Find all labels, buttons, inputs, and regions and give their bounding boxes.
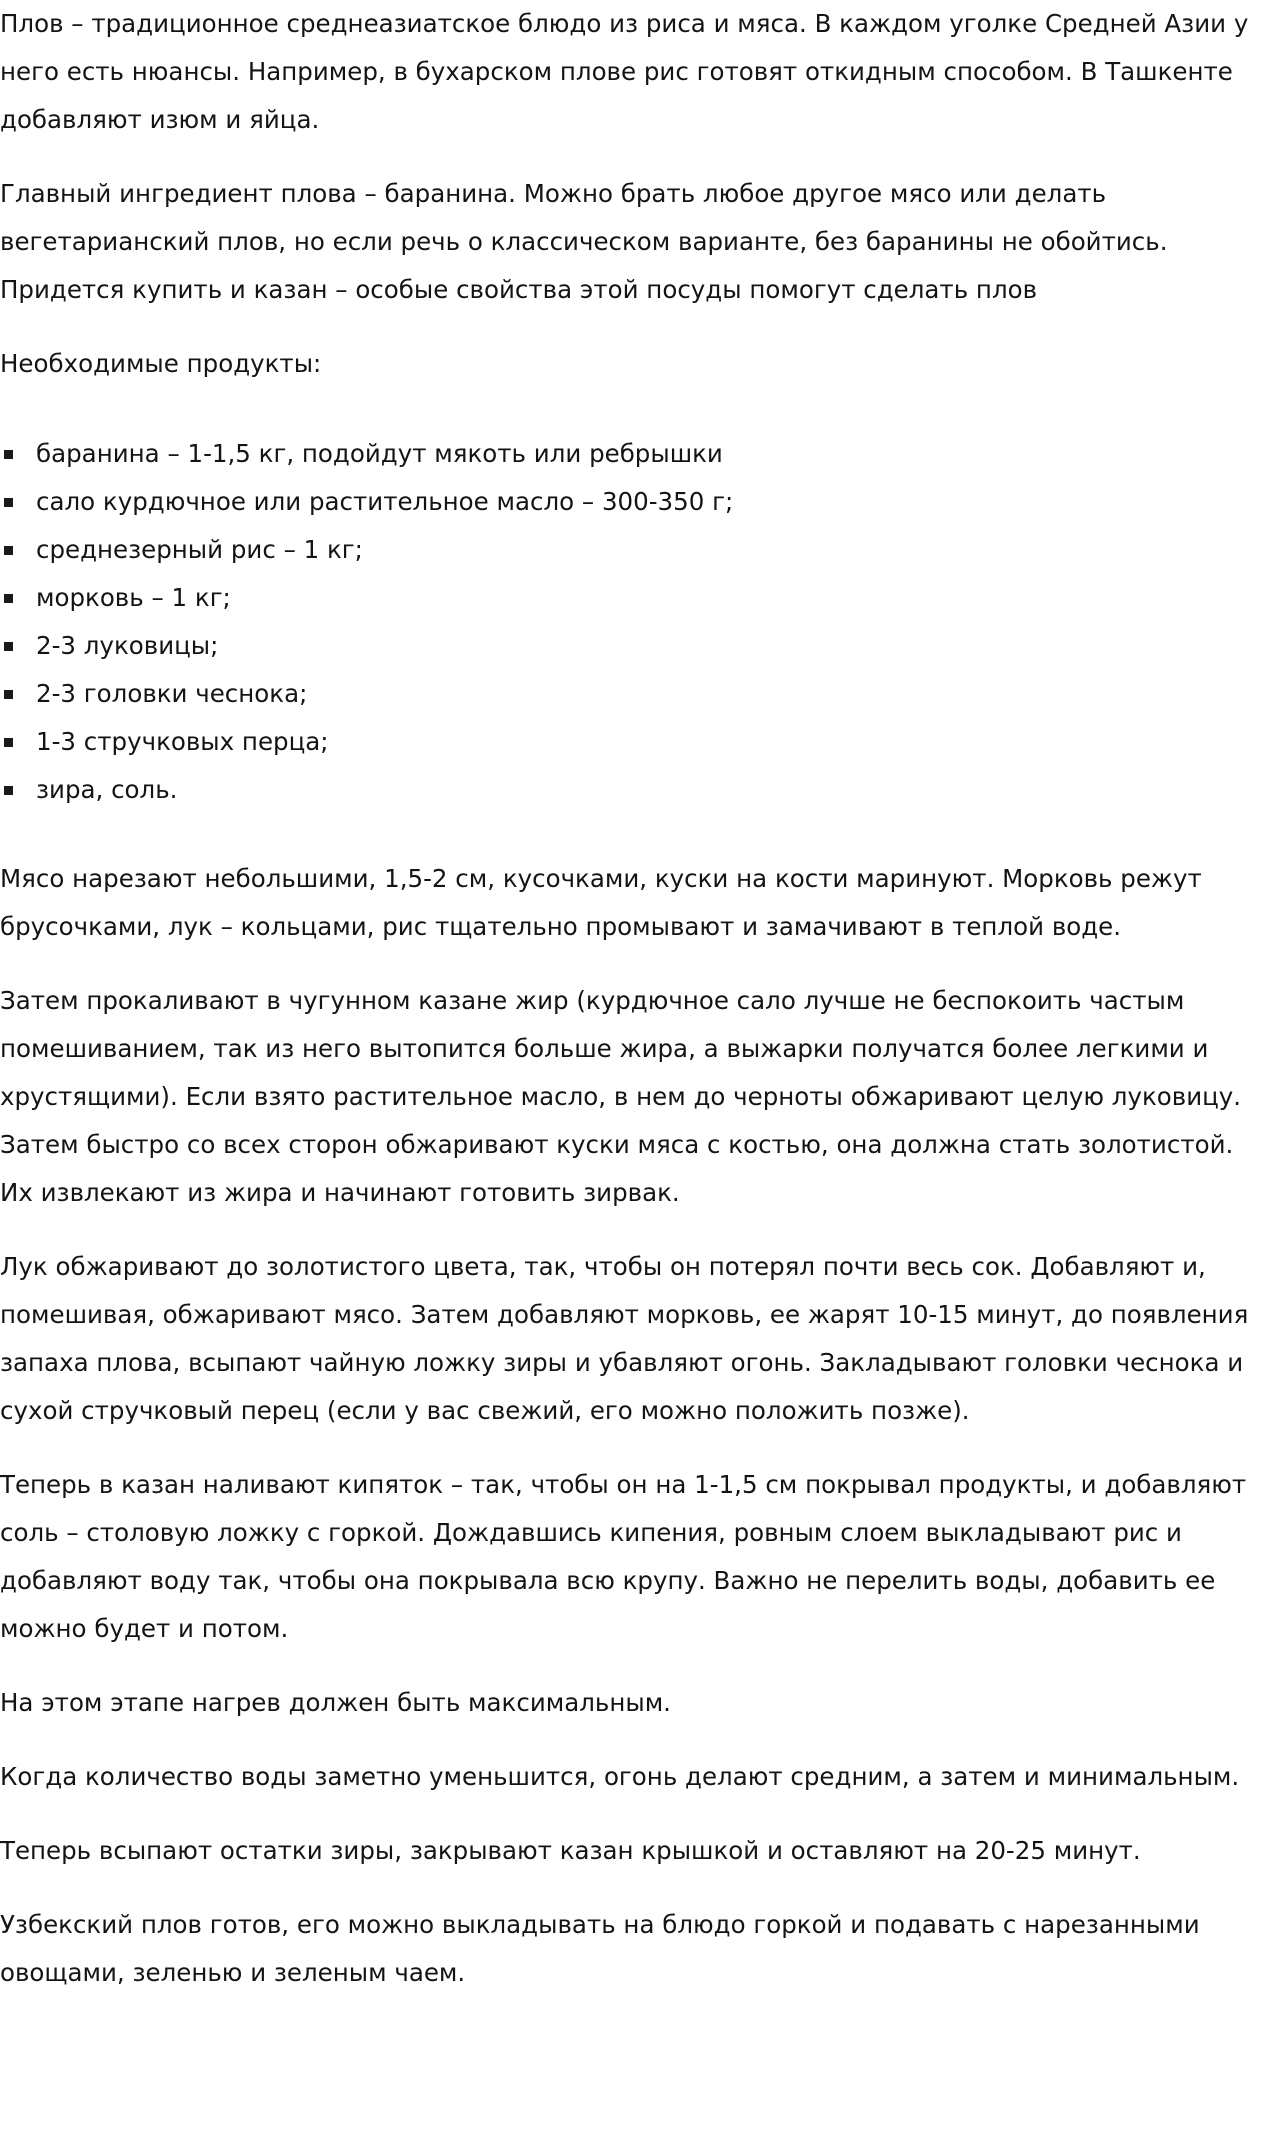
ingredient-text: морковь – 1 кг;: [36, 583, 231, 612]
ingredient-text: среднезерный рис – 1 кг;: [36, 535, 363, 564]
ingredient-text: 2-3 головки чеснока;: [36, 679, 308, 708]
main-ingredient-paragraph: Главный ингредиент плова – баранина. Можно брать любое другое мясо или делать вегетарианский плов, но если речь о классическом варианте, без баранины не обойтись. Придется купить и казан – особые свойства этой посуды помогут сделать плов: [0, 179, 1168, 304]
step-paragraph-serve: Узбекский плов готов, его можно выкладывать на блюдо горкой и подавать с нарезанными овощами, зеленью и зеленым чаем.: [0, 1910, 1200, 1987]
list-item: [0, 766, 1268, 814]
list-item: [0, 670, 1268, 718]
step-paragraph-prep: Мясо нарезают небольшими, 1,5-2 см, кусочками, куски на кости маринуют. Морковь режут брусочками, лук – кольцами, рис тщательно промывают и замачивают в теплой воде.: [0, 864, 1202, 941]
ingredient-text: 2-3 луковицы;: [36, 631, 219, 660]
ingredient-text: 1-3 стручковых перца;: [36, 727, 329, 756]
step-paragraph-simmer: Когда количество воды заметно уменьшится, огонь делают средним, а затем и минимальным.: [0, 1762, 1240, 1791]
list-item: [0, 718, 1268, 766]
bullet-square-icon: [4, 642, 13, 651]
intro-paragraph: Плов – традиционное среднеазиатское блюдо из риса и мяса. В каждом уголке Средней Азии у него есть нюансы. Например, в бухарском плове рис готовят откидным способом. В Ташкенте добавляют изюм и яйца.: [0, 9, 1249, 134]
ingredient-text: баранина – 1-1,5 кг, подойдут мякоть или ребрышки: [36, 439, 723, 468]
ingredients-list: [0, 430, 1268, 814]
ingredient-text: сало курдючное или растительное масло – 300-350 г;: [36, 487, 734, 516]
list-item: [0, 478, 1268, 526]
bullet-square-icon: [4, 738, 13, 747]
bullet-square-icon: [4, 786, 13, 795]
bullet-square-icon: [4, 498, 13, 507]
step-paragraph-rest: Теперь всыпают остатки зиры, закрывают казан крышкой и оставляют на 20-25 минут.: [0, 1836, 1141, 1865]
step-paragraph-rice: Теперь в казан наливают кипяток – так, чтобы он на 1-1,5 см покрывал продукты, и добавляют соль – столовую ложку с горкой. Дождавшись кипения, ровным слоем выкладывают рис и добавляют воду так, чтобы она покрывала всю крупу. Важно не перелить воды, добавить ее можно будет и потом.: [0, 1470, 1247, 1643]
list-item: [0, 622, 1268, 670]
list-item: [0, 430, 1268, 478]
step-paragraph-zirvak: Лук обжаривают до золотистого цвета, так, чтобы он потерял почти весь сок. Добавляют и, помешивая, обжаривают мясо. Затем добавляют морковь, ее жарят 10-15 минут, до появления запаха плова, всыпают чайную ложку зиры и убавляют огонь. Закладывают головки чеснока и сухой стручковый перец (если у вас свежий, его можно положить позже).: [0, 1252, 1249, 1425]
bullet-square-icon: [4, 690, 13, 699]
bullet-square-icon: [4, 594, 13, 603]
ingredients-heading: Необходимые продукты:: [0, 349, 322, 378]
list-item: [0, 574, 1268, 622]
bullet-square-icon: [4, 546, 13, 555]
step-paragraph-fat: Затем прокаливают в чугунном казане жир (курдючное сало лучше не беспокоить частым помешиванием, так из него вытопится больше жира, а выжарки получатся более легкими и хрустящими). Если взято растительное масло, в нем до черноты обжаривают целую луковицу. Затем быстро со всех сторон обжаривают куски мяса с костью, она должна стать золотистой. Их извлекают из жира и начинают готовить зирвак.: [0, 986, 1242, 1207]
step-paragraph-heat: На этом этапе нагрев должен быть максимальным.: [0, 1688, 671, 1717]
bullet-square-icon: [4, 450, 13, 459]
ingredient-text: зира, соль.: [36, 775, 178, 804]
list-item: [0, 526, 1268, 574]
